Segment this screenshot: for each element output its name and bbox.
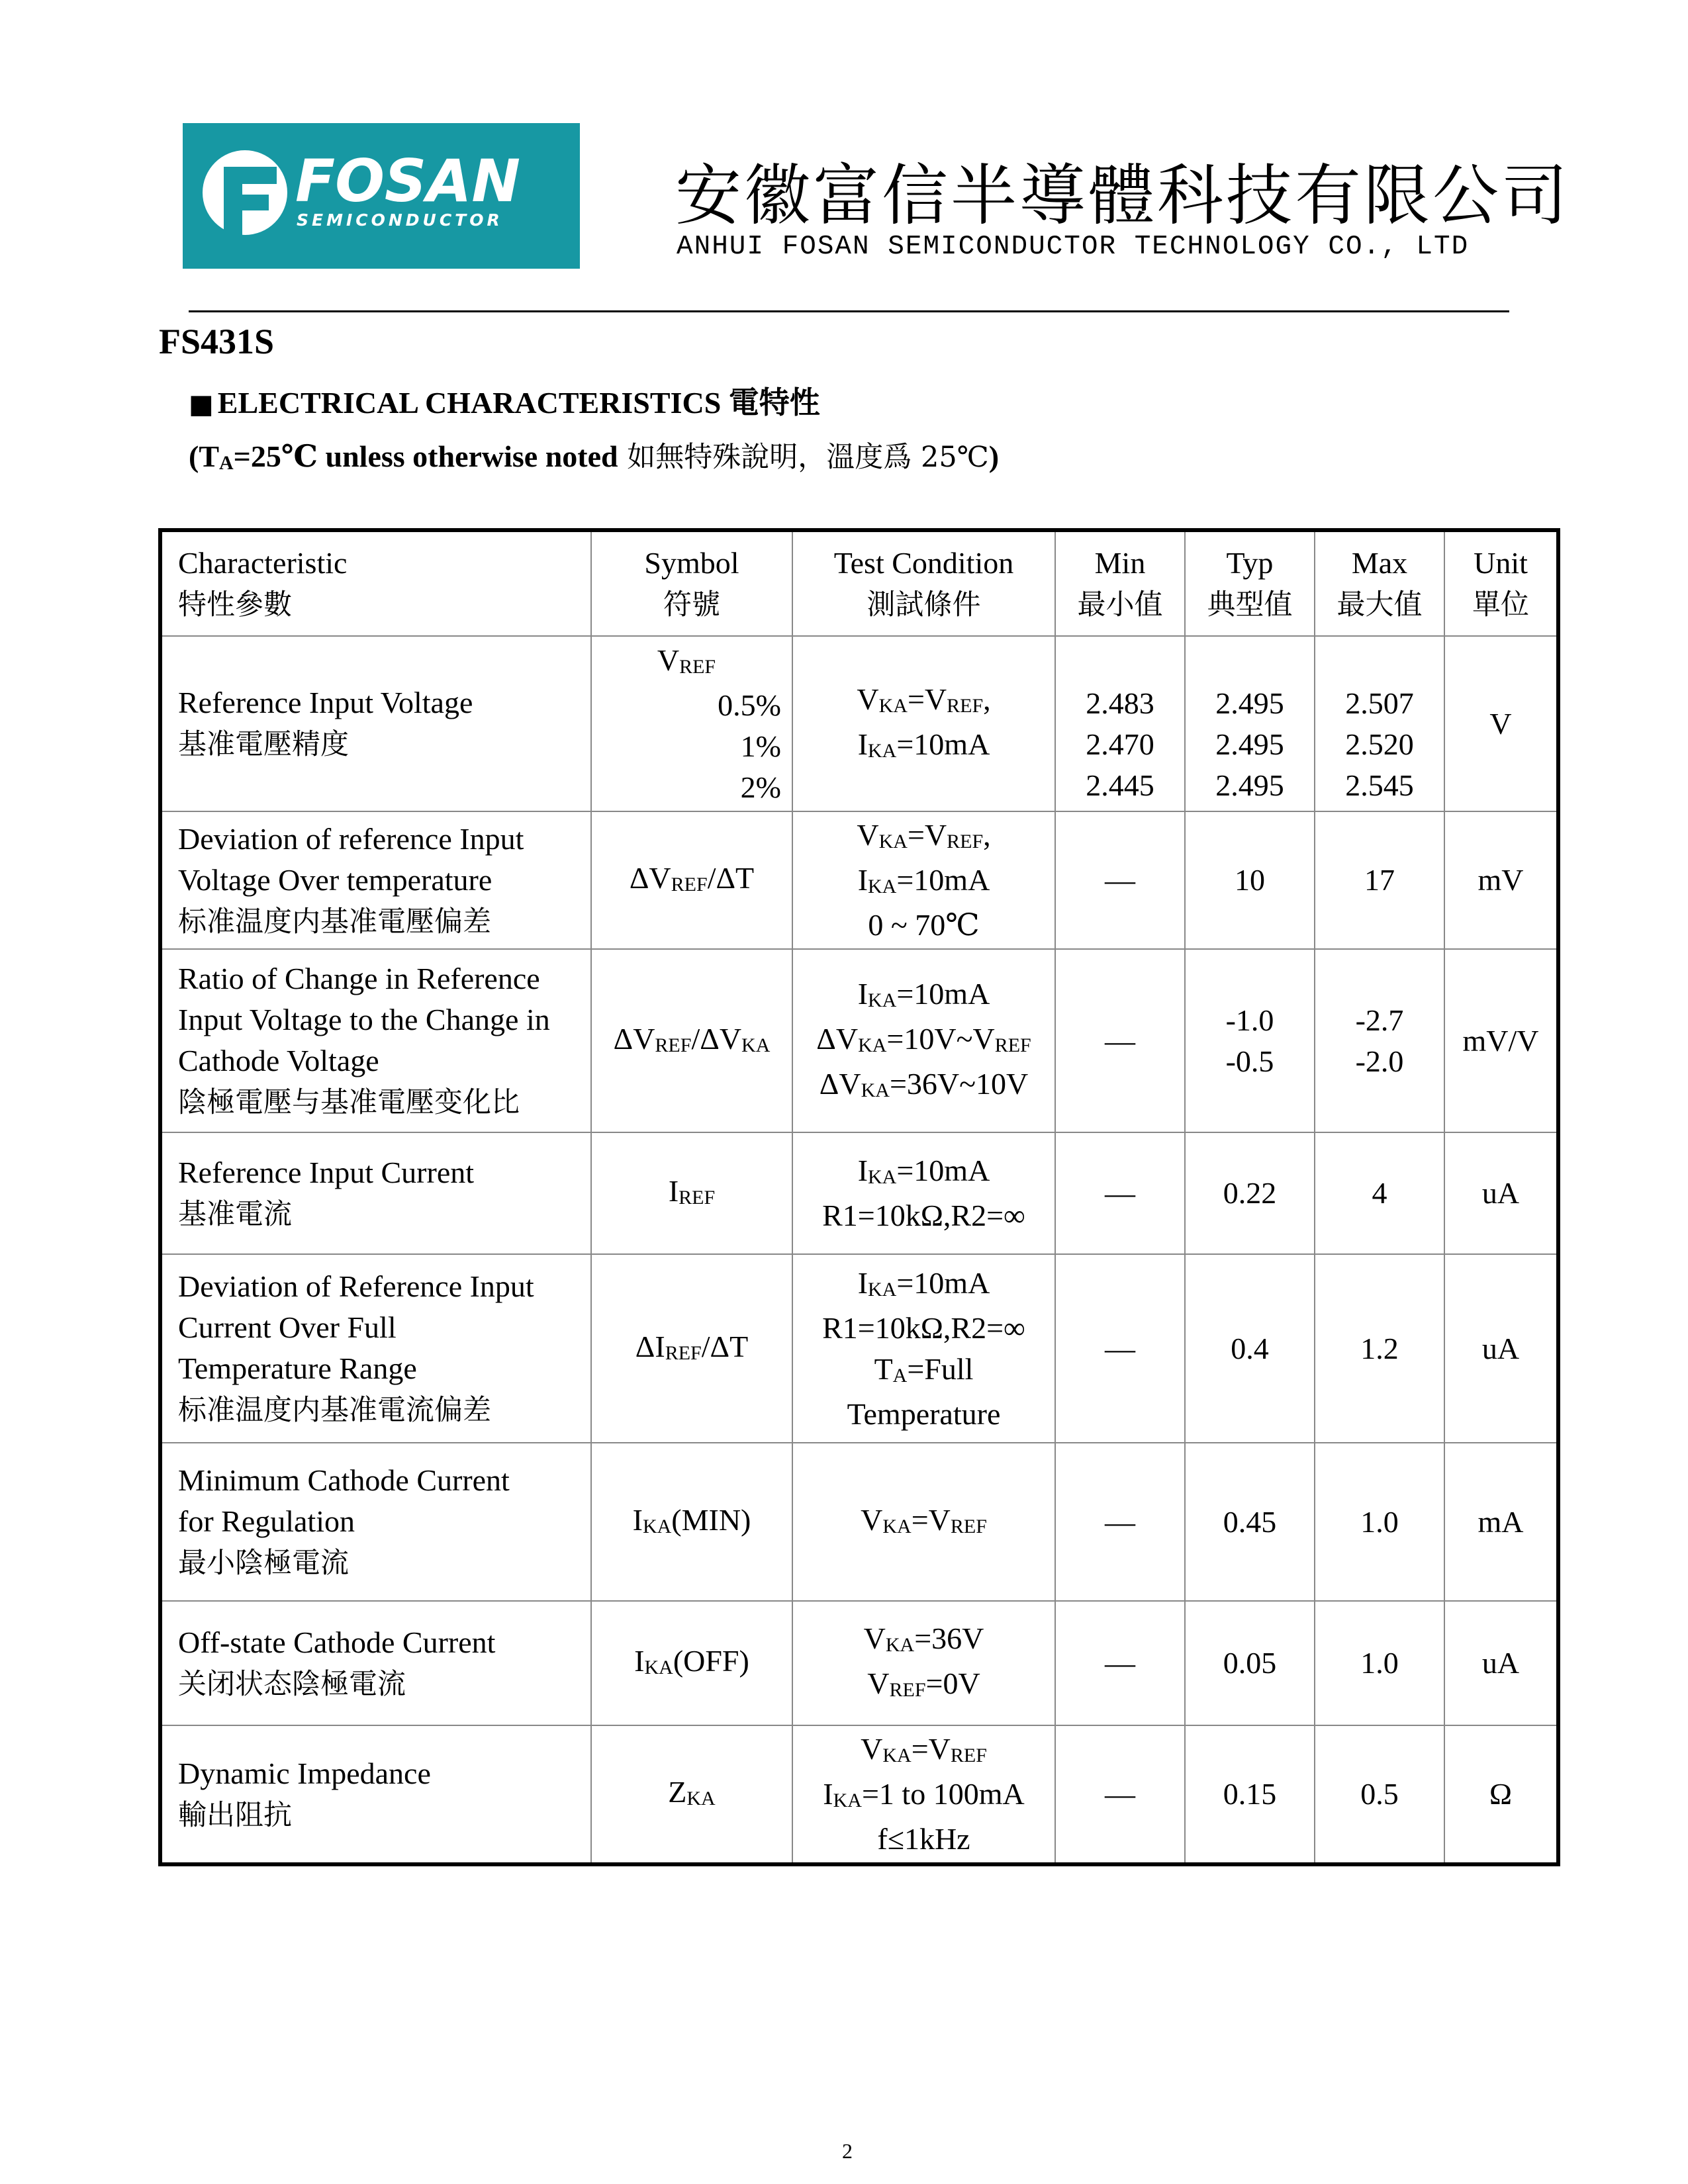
- unit-cell: uA: [1444, 1601, 1558, 1725]
- company-logo: [183, 123, 580, 269]
- characteristic-cell: Deviation of reference Input Voltage Over temperature 标准温度内基准電壓偏差: [160, 811, 591, 949]
- company-name-chinese: 安徽富信半導體科技有限公司: [675, 157, 1570, 234]
- header-test-condition: Test Condition 測試條件: [792, 530, 1055, 636]
- table-row: [160, 1601, 1558, 1725]
- characteristic-cell: Ratio of Change in Reference Input Voltage to the Change in Cathode Voltage 陰極電壓与基准電壓变化比: [160, 949, 591, 1132]
- test-condition-cell: $I_{KA}=10mA$ $\Delta V_{KA}=10V\sim V_{REF}$ $\Delta V_{KA}=36V\sim 10V$: [792, 949, 1055, 1132]
- characteristic-cell: Reference Input Current 基准電流: [160, 1132, 591, 1254]
- max-cell: 1.0: [1315, 1601, 1444, 1725]
- test-condition-cell: $I_{KA}=10mA$ R1=10kΩ,R2=∞: [792, 1132, 1055, 1254]
- typ-cell: 0.45: [1185, 1443, 1315, 1601]
- symbol-cell: $\Delta V_{REF}/\Delta V_{KA}$: [591, 949, 792, 1132]
- characteristic-cell: Dynamic Impedance 輸出阻抗: [160, 1725, 591, 1864]
- header-min: Min 最小值: [1055, 530, 1185, 636]
- typ-cell: 0.22: [1185, 1132, 1315, 1254]
- min-cell: —: [1055, 1132, 1185, 1254]
- unit-cell: mV: [1444, 811, 1558, 949]
- fosan-logo-icon: [183, 123, 580, 269]
- header-symbol: Symbol 符號: [591, 530, 792, 636]
- characteristic-cell: Minimum Cathode Current for Regulation 最小陰極電流: [160, 1443, 591, 1601]
- unit-cell: Ω: [1444, 1725, 1558, 1864]
- part-number: FS431S: [159, 322, 275, 361]
- table-row: [160, 1443, 1558, 1601]
- max-cell: 1.2: [1315, 1254, 1444, 1443]
- min-cell: 2.483 2.470 2.445: [1055, 636, 1185, 811]
- table-row: [160, 1254, 1558, 1443]
- test-condition-cell: $V_{KA}=V_{REF}$, $I_{KA}=10mA$: [792, 636, 1055, 811]
- electrical-characteristics-table: [158, 528, 1560, 1866]
- symbol-cell: $V_{REF}$ 0.5% 1% 2%: [591, 636, 792, 811]
- min-cell: —: [1055, 1254, 1185, 1443]
- characteristic-cell: Off-state Cathode Current 关闭状态陰極電流: [160, 1601, 591, 1725]
- characteristic-cell: Deviation of Reference Input Current Over Full Temperature Range 标准温度内基准電流偏差: [160, 1254, 591, 1443]
- min-cell: —: [1055, 949, 1185, 1132]
- max-cell: 2.507 2.520 2.545: [1315, 636, 1444, 811]
- max-cell: -2.7 -2.0: [1315, 949, 1444, 1132]
- page-number: 2: [842, 2139, 853, 2163]
- symbol-cell: $I_{KA}(MIN)$: [591, 1443, 792, 1601]
- bullet-square-icon: ■: [189, 389, 214, 420]
- header-characteristic: Characteristic 特性參數: [160, 530, 591, 636]
- header-unit: Unit 單位: [1444, 530, 1558, 636]
- typ-cell: 2.495 2.495 2.495: [1185, 636, 1315, 811]
- table-row: [160, 949, 1558, 1132]
- header-typ: Typ 典型值: [1185, 530, 1315, 636]
- test-condition-cell: $I_{KA}=10mA$ R1=10kΩ,R2=∞ $T_A=Full$ Temperature: [792, 1254, 1055, 1443]
- max-cell: 1.0: [1315, 1443, 1444, 1601]
- test-conditions-note: ($T_A=25℃$ unless otherwise noted 如無特殊說明，溫度爲 25℃): [189, 439, 1000, 474]
- table-header-row: [160, 530, 1558, 636]
- min-cell: —: [1055, 1725, 1185, 1864]
- symbol-cell: $\Delta V_{REF}/\Delta T$: [591, 811, 792, 949]
- typ-cell: -1.0 -0.5: [1185, 949, 1315, 1132]
- unit-cell: uA: [1444, 1132, 1558, 1254]
- header-divider: [189, 310, 1509, 312]
- table-row: [160, 1725, 1558, 1864]
- company-name-english: ANHUI FOSAN SEMICONDUCTOR TECHNOLOGY CO., LTD: [677, 232, 1470, 262]
- section-title: [189, 379, 820, 422]
- unit-cell: V: [1444, 636, 1558, 811]
- typ-cell: 0.15: [1185, 1725, 1315, 1864]
- max-cell: 0.5: [1315, 1725, 1444, 1864]
- max-cell: 17: [1315, 811, 1444, 949]
- table-row: [160, 636, 1558, 811]
- test-condition-cell: $V_{KA}=V_{REF}$, $I_{KA}=10mA$ 0 ~ 70℃: [792, 811, 1055, 949]
- header-max: Max 最大值: [1315, 530, 1444, 636]
- table-row: [160, 1132, 1558, 1254]
- test-condition-cell: $V_{KA}=V_{REF}$: [792, 1443, 1055, 1601]
- typ-cell: 0.05: [1185, 1601, 1315, 1725]
- table-row: [160, 811, 1558, 949]
- symbol-cell: $I_{KA}(OFF)$: [591, 1601, 792, 1725]
- unit-cell: uA: [1444, 1254, 1558, 1443]
- unit-cell: mA: [1444, 1443, 1558, 1601]
- characteristic-cell: Reference Input Voltage 基准電壓精度: [160, 636, 591, 811]
- logo-tagline: SEMICONDUCTOR: [297, 210, 503, 230]
- typ-cell: 0.4: [1185, 1254, 1315, 1443]
- symbol-cell: $I_{REF}$: [591, 1132, 792, 1254]
- symbol-cell: $\Delta I_{REF}/\Delta T$: [591, 1254, 792, 1443]
- min-cell: —: [1055, 811, 1185, 949]
- symbol-cell: $Z_{KA}$: [591, 1725, 792, 1864]
- logo-name: FOSAN: [295, 147, 521, 215]
- test-condition-cell: $V_{KA}=V_{REF}$ $I_{KA}=1$ to 100mA f≤1kHz: [792, 1725, 1055, 1864]
- section-title-text: ELECTRICAL CHARACTERISTICS 電特性: [217, 386, 820, 420]
- min-cell: —: [1055, 1443, 1185, 1601]
- unit-cell: mV/V: [1444, 949, 1558, 1132]
- max-cell: 4: [1315, 1132, 1444, 1254]
- test-condition-cell: $V_{KA}=36V$ $V_{REF}=0V$: [792, 1601, 1055, 1725]
- min-cell: —: [1055, 1601, 1185, 1725]
- typ-cell: 10: [1185, 811, 1315, 949]
